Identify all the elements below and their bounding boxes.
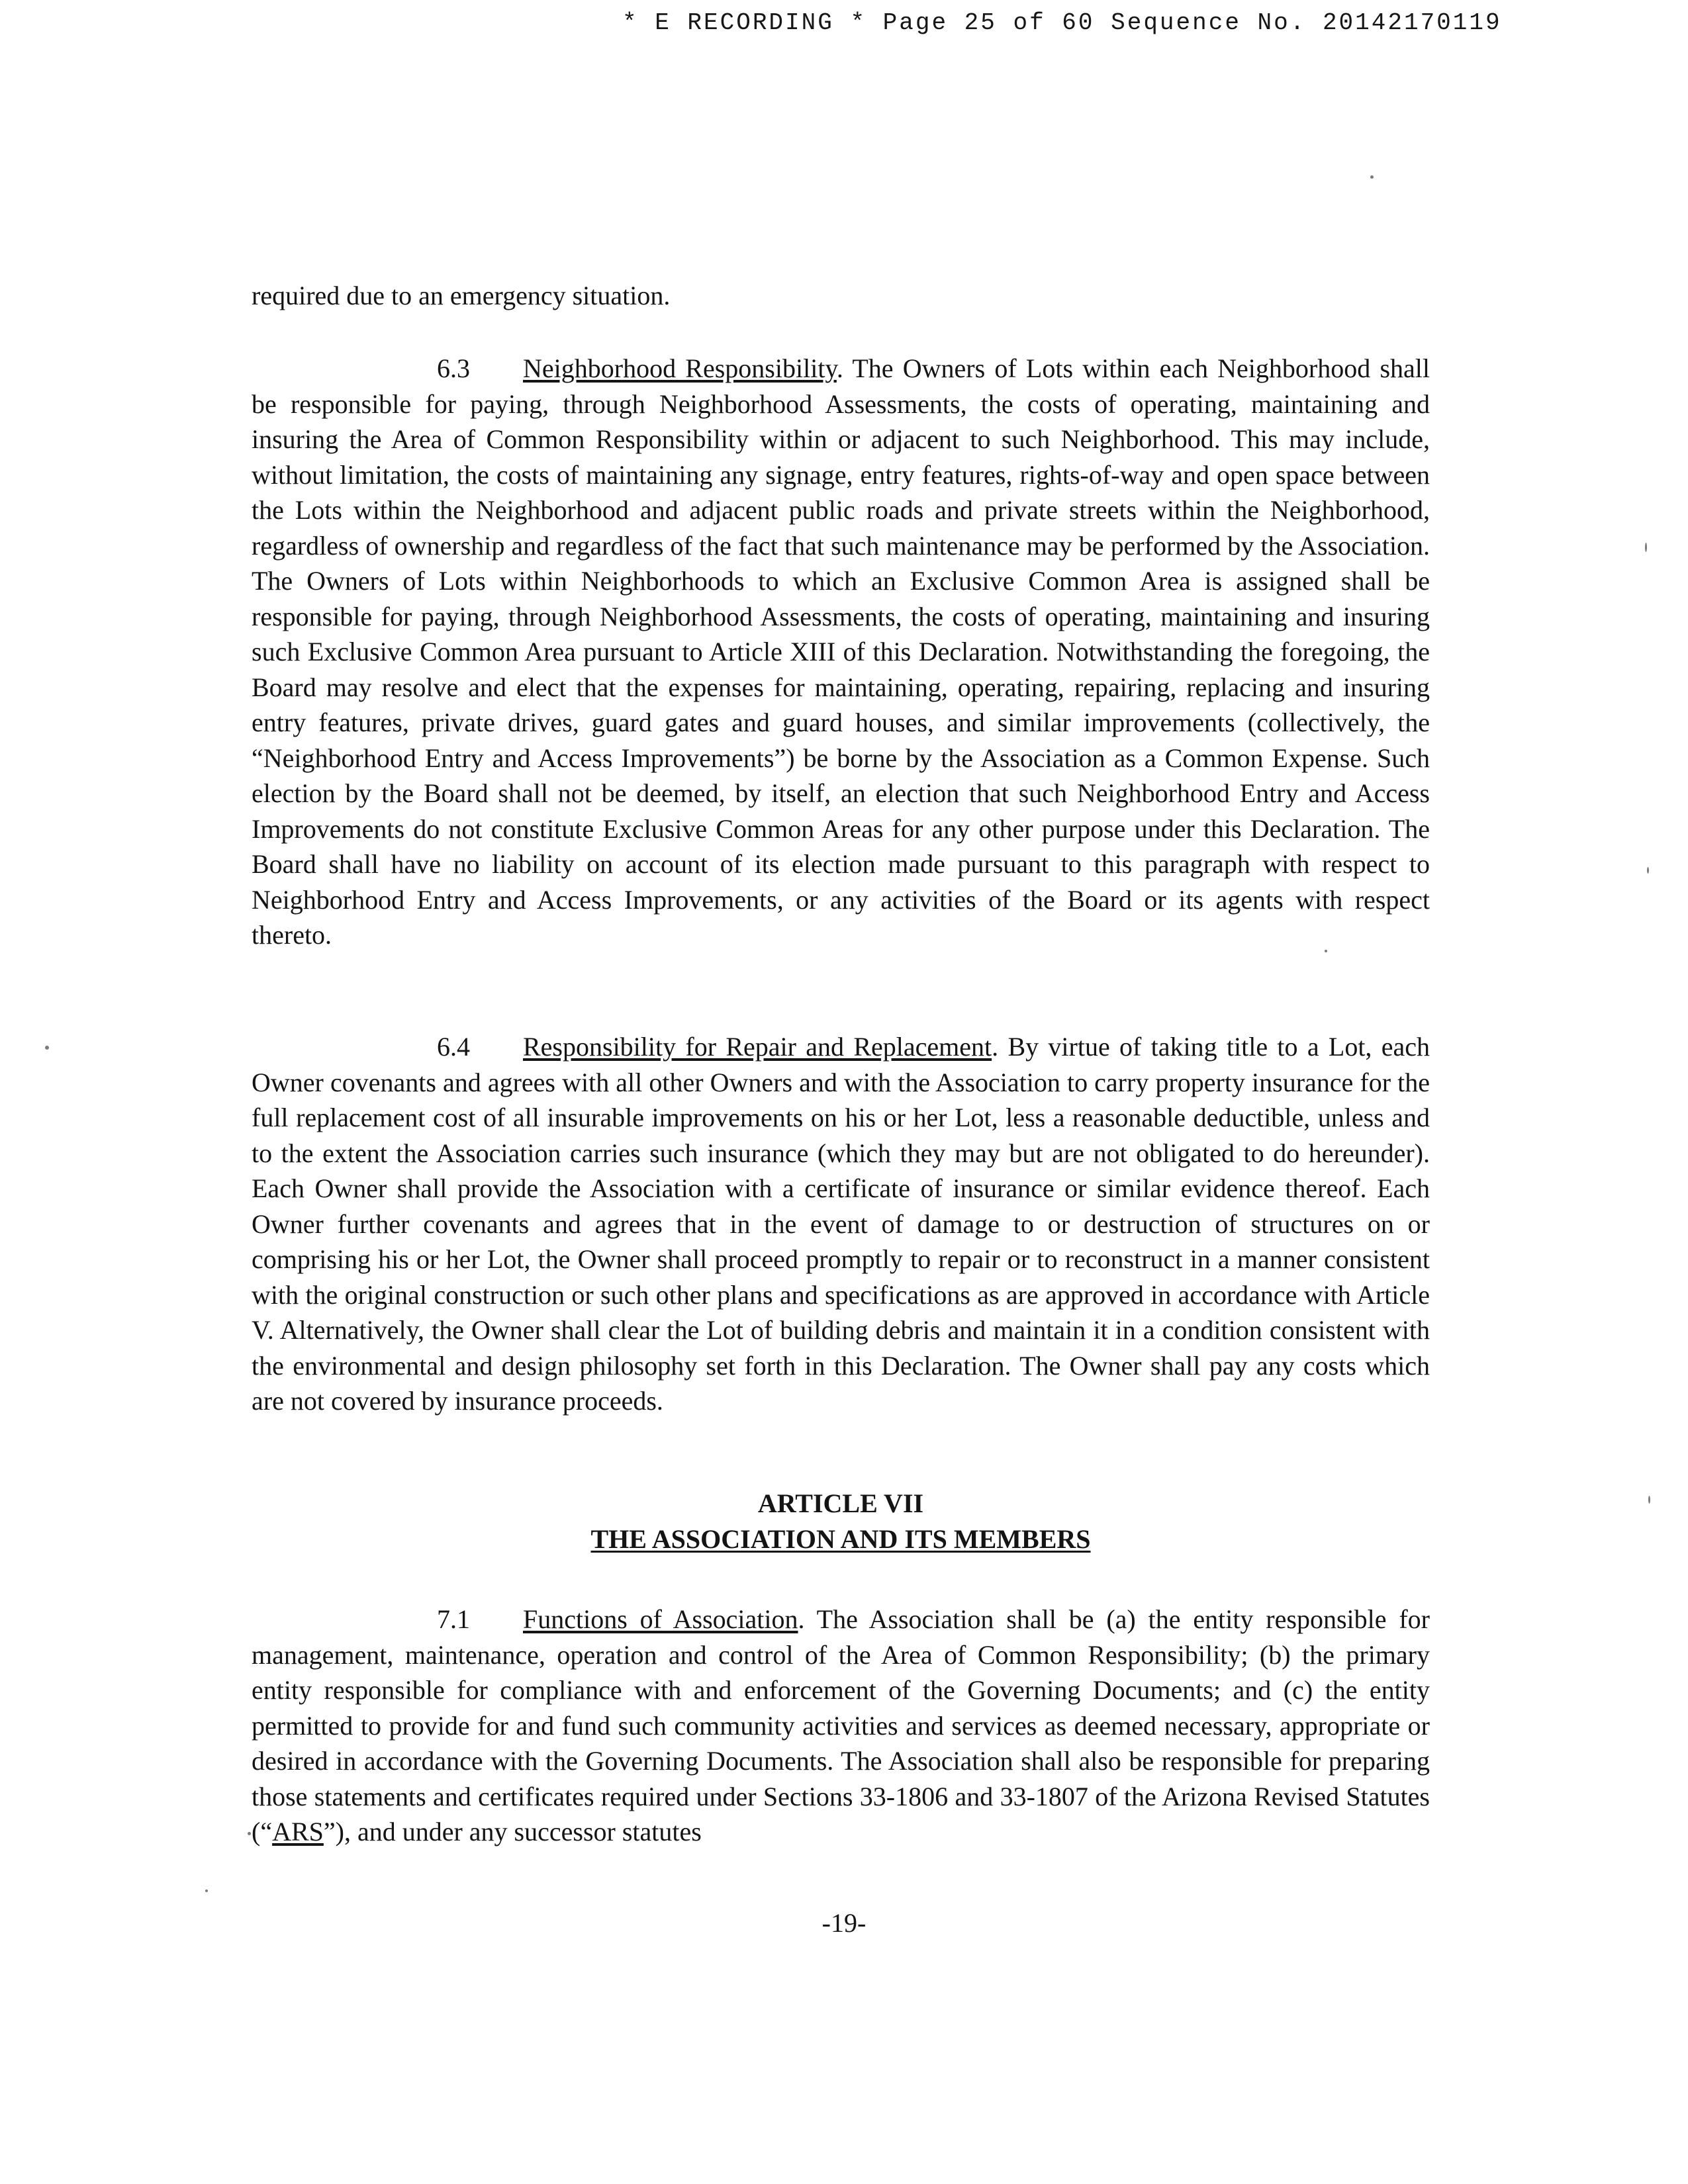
section-6-3: [252, 351, 1430, 953]
article-vii-label: ARTICLE VII: [757, 1488, 924, 1518]
scan-speck: [1647, 867, 1649, 874]
ars-defined-term: ARS: [272, 1817, 324, 1846]
scan-speck: [1325, 950, 1327, 952]
continuation-paragraph: [252, 278, 1430, 314]
section-7-1: [252, 1602, 1430, 1850]
section-6-3-number: 6.3: [437, 353, 470, 383]
scan-speck: [1648, 1496, 1650, 1504]
recording-stamp: * E RECORDING * Page 25 of 60 Sequence No. 20142170119: [622, 9, 1502, 36]
section-7-1-title: Functions of Association: [523, 1604, 798, 1634]
section-7-1-number: 7.1: [437, 1604, 470, 1634]
section-6-4: [252, 1029, 1430, 1419]
article-vii-title: THE ASSOCIATION AND ITS MEMBERS: [590, 1524, 1091, 1554]
section-7-1-body-a: . The Association shall be (a) the entity responsible for management, maintenance, operation and control of the Area of Common Responsibility; (b) the primary entity responsible for compliance with and enforcement of the Governing Documents; and (c) the entity permitted to provide for and fund such community activities and services as deemed necessary, appropriate or desired in accordance with the Governing Documents. The Association shall also be responsible for preparing those statements and certificates required under Sections 33-1806 and 33-1807 of the Arizona Revised Statutes (“: [252, 1604, 1430, 1846]
scan-speck: [1370, 175, 1374, 179]
scan-speck: [248, 1832, 251, 1835]
section-6-4-body: . By virtue of taking title to a Lot, each Owner covenants and agrees with all other Owners and with the Association to carry property insurance for the full replacement cost of all insurable improvements on his or her Lot, less a reasonable deductible, unless and to the extent the Association carries such insurance (which they may but are not obligated to do hereunder). Each Owner shall provide the Association with a certificate of insurance or similar evidence thereof. Each Owner further covenants and agrees that in the event of damage to or destruction of structures on or comprising his or her Lot, the Owner shall proceed promptly to repair or to reconstruct in a manner consistent with the original construction or such other plans and specifications as are approved in accordance with Article V. Alternatively, the Owner shall clear the Lot of building debris and maintain it in a condition consistent with the environmental and design philosophy set forth in this Declaration. The Owner shall pay any costs which are not covered by insurance proceeds.: [252, 1032, 1430, 1416]
section-6-3-body: . The Owners of Lots within each Neighborhood shall be responsible for paying, through Neighborhood Assessments, the costs of operating, maintaining and insuring the Area of Common Responsibility within or adjacent to such Neighborhood. This may include, without limitation, the costs of maintaining any signage, entry features, rights-of-way and open space between the Lots within the Neighborhood and adjacent public roads and private streets within the Neighborhood, regardless of ownership and regardless of the fact that such maintenance may be performed by the Association. The Owners of Lots within Neighborhoods to which an Exclusive Common Area is assigned shall be responsible for paying, through Neighborhood Assessments, the costs of operating, maintaining and insuring such Exclusive Common Area pursuant to Article XIII of this Declaration. Notwithstanding the foregoing, the Board may resolve and elect that the expenses for maintaining, operating, repairing, replacing and insuring entry features, private drives, guard gates and guard houses, and similar improvements (collectively, the “Neighborhood Entry and Access Improvements”) be borne by the Association as a Common Expense. Such election by the Board shall not be deemed, by itself, an election that such Neighborhood Entry and Access Improvements do not constitute Exclusive Common Areas for any other purpose under this Declaration. The Board shall have no liability on account of its election made pursuant to this paragraph with respect to Neighborhood Entry and Access Improvements, or any activities of the Board or its agents with respect thereto.: [252, 353, 1430, 950]
scan-speck: [205, 1889, 208, 1892]
scan-speck: [1645, 543, 1647, 552]
section-6-4-number: 6.4: [437, 1032, 470, 1062]
scan-speck: [45, 1046, 49, 1050]
section-6-3-title: Neighborhood Responsibility: [523, 353, 837, 383]
article-vii-heading: [252, 1486, 1430, 1557]
page-number: -19-: [821, 1908, 867, 1938]
section-6-4-title: Responsibility for Repair and Replacement: [523, 1032, 992, 1062]
section-7-1-body-b: ”), and under any successor statutes: [323, 1817, 702, 1846]
continuation-text: required due to an emergency situation.: [252, 281, 671, 310]
